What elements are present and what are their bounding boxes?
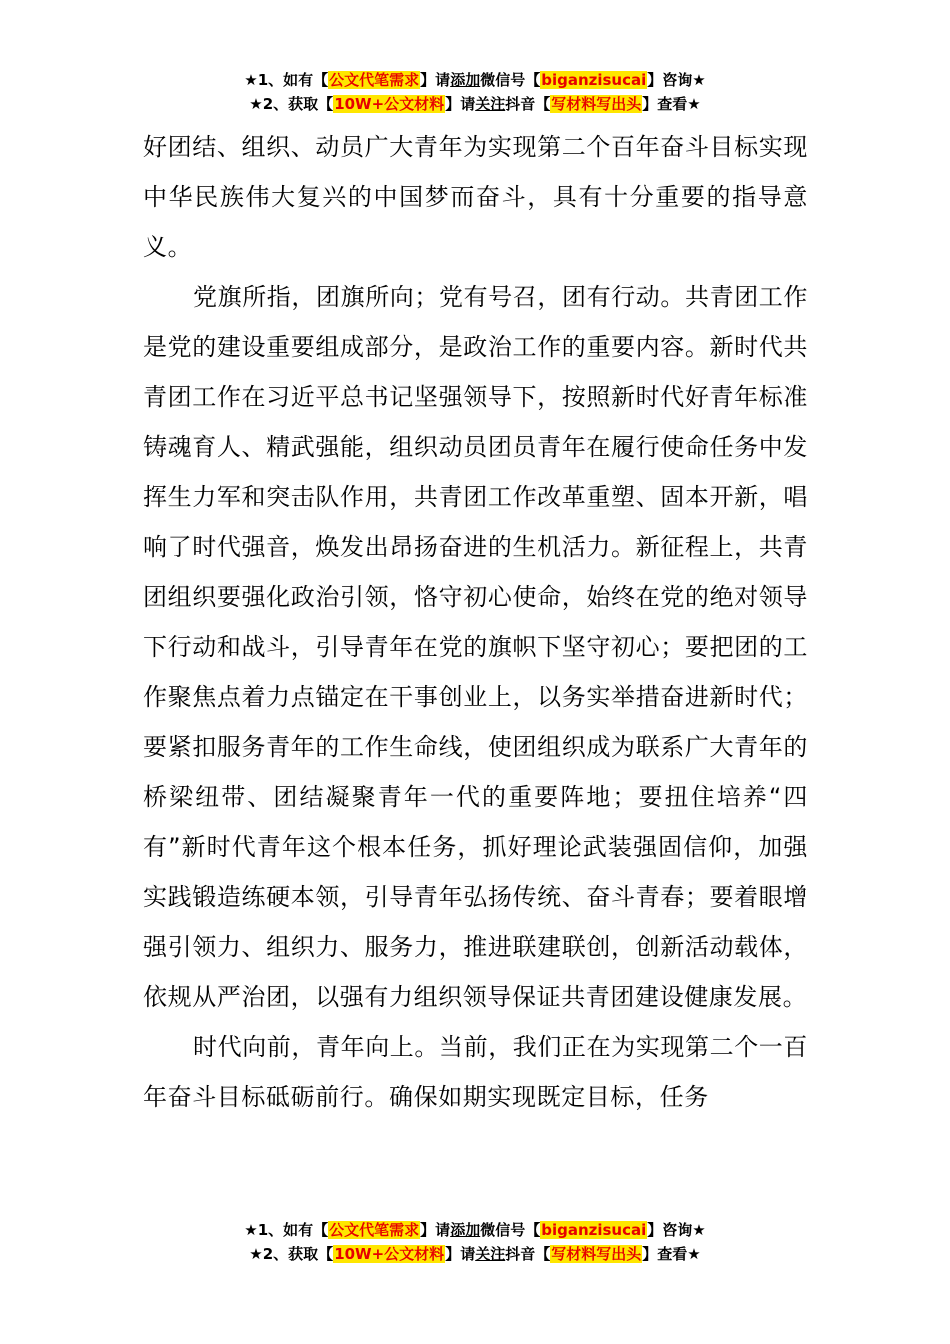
banner-line-2 xyxy=(0,92,950,116)
banner-text: ★2、获取【 xyxy=(249,1245,334,1263)
banner-line-1 xyxy=(0,1218,950,1242)
paragraph: 时代向前，青年向上。当前，我们正在为实现第二个一百年奋斗目标砥砺前行。确保如期实现既定目标，任务 xyxy=(143,1033,808,1111)
banner-highlight: 10W+公文材料 xyxy=(334,1245,445,1263)
banner-text: 】查看★ xyxy=(642,1245,701,1263)
banner-text: 】请 xyxy=(445,1245,476,1263)
banner-highlight: biganzisucai xyxy=(541,71,647,89)
banner-highlight: biganzisucai xyxy=(541,1221,647,1239)
banner-highlight: 写材料写出头 xyxy=(551,1245,642,1263)
banner-text: 】咨询★ xyxy=(647,1221,706,1239)
header-banner xyxy=(0,68,950,116)
banner-text: 】查看★ xyxy=(642,95,701,113)
banner-text: 微信号【 xyxy=(480,1221,541,1239)
paragraph: 党旗所指，团旗所向；党有号召，团有行动。共青团工作是党的建设重要组成部分，是政治工作的重要内容。新时代共青团工作在习近平总书记坚强领导下，按照新时代好青年标准铸魂育人、精武强能，组织动员团员青年在履行使命任务中发挥生力军和突击队作用，共青团工作改革重塑、固本开新，唱响了时代强音，焕发出昂扬奋进的生机活力。新征程上，共青团组织要强化政治引领，恪守初心使命，始终在党的绝对领导下行动和战斗，引导青年在党的旗帜下坚守初心；要把团的工作聚焦点着力点锚定在干事创业上，以务实举措奋进新时代；要紧扣服务青年的工作生命线，使团组织成为联系广大青年的桥梁纽带、团结凝聚青年一代的重要阵地；要扭住培养“四有”新时代青年这个根本任务，抓好理论武装强固信仰，加强实践锻造练硬本领，引导青年弘扬传统、奋斗青春；要着眼增强引领力、组织力、服务力，推进联建联创，创新活动载体，依规从严治团，以强有力组织领导保证共青团建设健康发展。 xyxy=(143,283,808,1011)
banner-highlight: 写材料写出头 xyxy=(551,95,642,113)
banner-underlined-text: 关注 xyxy=(475,95,506,113)
banner-text: ★1、如有【 xyxy=(244,71,329,89)
banner-highlight: 公文代笔需求 xyxy=(329,71,420,89)
banner-text: 微信号【 xyxy=(480,71,541,89)
banner-text: 】咨询★ xyxy=(647,71,706,89)
banner-underlined-text: 添加 xyxy=(450,71,481,89)
banner-line-1 xyxy=(0,68,950,92)
banner-underlined-text: 添加 xyxy=(450,1221,481,1239)
banner-text: ★1、如有【 xyxy=(244,1221,329,1239)
banner-text: 】请 xyxy=(420,1221,451,1239)
banner-text: ★2、获取【 xyxy=(249,95,334,113)
footer-banner xyxy=(0,1218,950,1266)
banner-text: 抖音【 xyxy=(505,95,551,113)
banner-text: 抖音【 xyxy=(505,1245,551,1263)
paragraph: 好团结、组织、动员广大青年为实现第二个百年奋斗目标实现中华民族伟大复兴的中国梦而奋斗，具有十分重要的指导意义。 xyxy=(143,133,808,261)
banner-text: 】请 xyxy=(420,71,451,89)
banner-line-2 xyxy=(0,1242,950,1266)
banner-text: 】请 xyxy=(445,95,476,113)
banner-highlight: 10W+公文材料 xyxy=(334,95,445,113)
document-body xyxy=(143,122,808,1122)
banner-underlined-text: 关注 xyxy=(475,1245,506,1263)
banner-highlight: 公文代笔需求 xyxy=(329,1221,420,1239)
